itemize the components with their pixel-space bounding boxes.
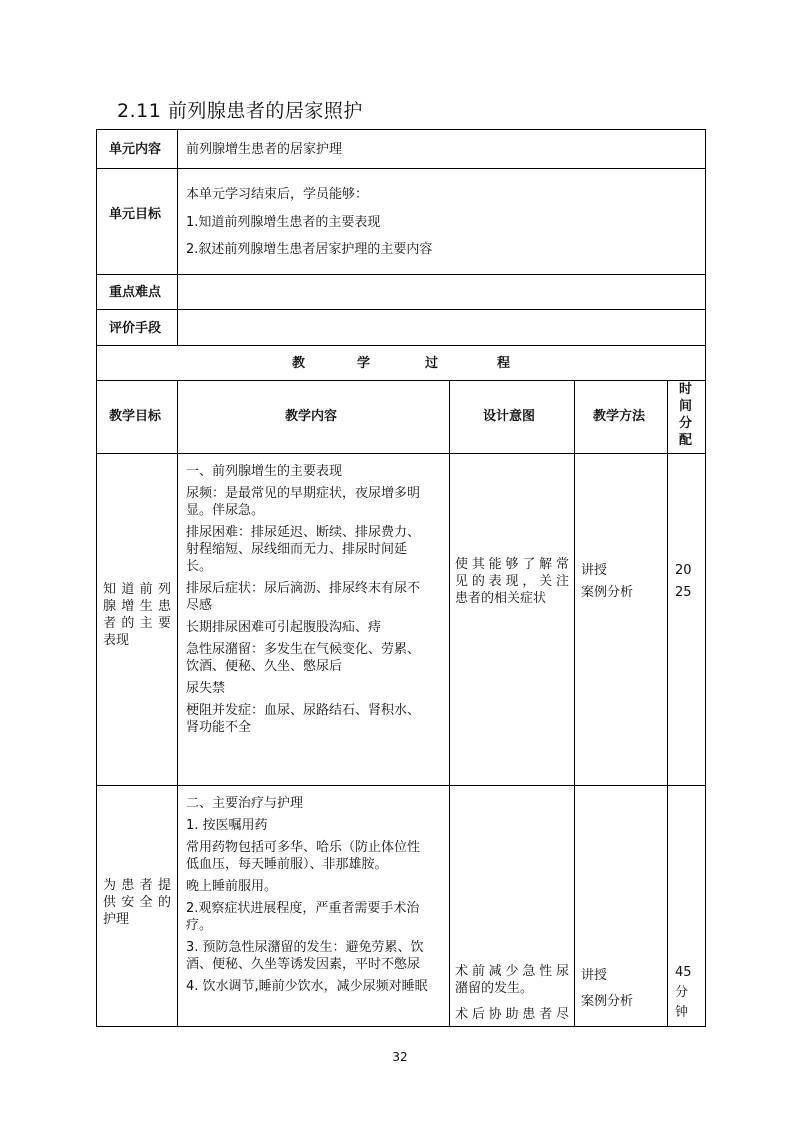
key-points-label: 重点难点 (109, 285, 162, 300)
content-line: 疗。 (186, 918, 213, 933)
row1-content (186, 463, 444, 741)
process-header-char: 学 (357, 356, 371, 371)
time-line: 25 (675, 585, 692, 600)
unit-goal-line: 1.知道前列腺增生患者的主要表现 (186, 215, 381, 230)
content-paragraph (186, 878, 444, 895)
time-line: 分 (675, 985, 689, 1000)
method-line: 讲授 (581, 968, 608, 983)
col-divider (177, 380, 178, 1026)
content-line: 酒、便秘、久坐等诱发因素，平时不憋尿 (186, 957, 421, 972)
design-line: 见的表现，关注 (455, 574, 569, 589)
content-line: 尽感 (186, 598, 213, 613)
row-divider (97, 380, 705, 381)
row2-content (186, 795, 444, 1000)
col-divider (449, 380, 450, 1026)
content-paragraph (186, 463, 444, 480)
process-header-char: 过 (425, 356, 439, 371)
col-header-time (679, 381, 692, 449)
col-header-method: 教学方法 (593, 409, 646, 424)
time-line: 钟 (675, 1005, 689, 1020)
design-line: 术前减少急性尿 (455, 964, 569, 979)
goal-line: 者的主要 (103, 616, 171, 631)
content-line: 长期排尿困难可引起腹股沟疝、痔 (186, 620, 382, 635)
unit-goal-label: 单元目标 (109, 207, 162, 222)
content-paragraph (186, 817, 444, 834)
process-header-char: 程 (497, 356, 511, 371)
row-divider (97, 453, 705, 454)
content-line: 肾功能不全 (186, 720, 252, 735)
row-divider (97, 345, 705, 346)
col-divider (574, 380, 575, 1026)
unit-content-label: 单元内容 (109, 142, 162, 157)
row1-method (581, 560, 633, 604)
unit-goal-line: 2.叙述前列腺增生患者居家护理的主要内容 (186, 242, 433, 257)
content-line: 二、主要治疗与护理 (186, 796, 304, 811)
unit-content-value: 前列腺增生患者的居家护理 (186, 142, 343, 157)
unit-goal-line: 本单元学习结束后，学员能够： (186, 187, 369, 202)
content-paragraph (186, 978, 444, 995)
row-divider (97, 785, 705, 786)
content-paragraph (186, 795, 444, 812)
row2-goal (103, 877, 171, 928)
content-line: 急性尿潴留：多发生在气候变化、劳累、 (186, 642, 421, 657)
col-divider (177, 130, 178, 345)
content-line: 常用药物包括可多华、哈乐（防止体位性 (186, 840, 421, 855)
evaluation-label: 评价手段 (109, 321, 162, 336)
goal-line: 知道前列 (103, 582, 171, 597)
time-line: 45 (675, 965, 692, 980)
row2-method (581, 963, 633, 1015)
content-line: 尿失禁 (186, 681, 226, 696)
content-line: 排尿后症状：尿后滴沥、排尿终末有尿不 (186, 581, 421, 596)
col-header-goal: 教学目标 (109, 409, 162, 424)
design-line: 患者的相关症状 (455, 591, 547, 606)
goal-line: 供安全的 (103, 895, 171, 910)
content-paragraph (186, 939, 444, 973)
section-title: 2.11 前列腺患者的居家照护 (117, 100, 363, 122)
content-line: 显。伴尿急。 (186, 503, 265, 518)
row2-time (675, 963, 692, 1023)
row-divider (97, 274, 705, 275)
content-paragraph (186, 702, 444, 736)
row-divider (97, 168, 705, 169)
content-paragraph (186, 524, 444, 575)
content-paragraph (186, 485, 444, 519)
content-paragraph (186, 619, 444, 636)
content-paragraph (186, 580, 444, 614)
content-paragraph (186, 680, 444, 697)
col-divider (667, 380, 668, 1026)
content-line: 3. 预防急性尿潴留的发生：避免劳累、饮 (186, 940, 424, 955)
time-header-char: 时 (679, 382, 693, 397)
design-line: 使其能够了解常 (455, 557, 569, 572)
time-line: 20 (675, 563, 692, 578)
method-line: 案例分析 (581, 994, 634, 1009)
content-line: 排尿困难：排尿延迟、断续、排尿费力、 (186, 525, 421, 540)
col-header-design: 设计意图 (483, 409, 536, 424)
design-line: 术后协助患者尽 (455, 1007, 569, 1022)
time-header-char: 间 (679, 399, 693, 414)
col-header-content: 教学内容 (285, 409, 338, 424)
row1-time (675, 560, 692, 604)
goal-line: 腺增生患 (103, 599, 171, 614)
goal-line: 表现 (103, 633, 130, 648)
time-header-char: 配 (679, 433, 693, 448)
content-line: 梗阻并发症：血尿、尿路结石、肾积水、 (186, 703, 421, 718)
content-line: 一、前列腺增生的主要表现 (186, 464, 343, 479)
method-line: 讲授 (581, 563, 608, 578)
process-header-char: 教 (292, 356, 306, 371)
content-paragraph (186, 839, 444, 873)
row1-design (455, 556, 569, 607)
content-line: 2.观察症状进展程度，严重者需要手术治 (186, 901, 420, 916)
content-line: 饮酒、便秘、久坐、憋尿后 (186, 659, 343, 674)
content-line: 晚上睡前服用。 (186, 879, 278, 894)
row1-goal (103, 581, 171, 649)
content-paragraph (186, 900, 444, 934)
content-line: 长。 (186, 559, 213, 574)
method-line: 案例分析 (581, 585, 634, 600)
content-line: 4. 饮水调节,睡前少饮水，减少尿频对睡眠 (186, 979, 428, 994)
goal-line: 为患者提 (103, 878, 171, 893)
lesson-plan-table (96, 129, 706, 1027)
content-line: 射程缩短、尿线细而无力、排尿时间延 (186, 542, 408, 557)
time-header-char: 分 (679, 416, 693, 431)
content-paragraph (186, 641, 444, 675)
row-divider (97, 309, 705, 310)
content-line: 尿频：是最常见的早期症状，夜尿增多明 (186, 486, 421, 501)
design-line: 潴留的发生。 (455, 981, 534, 996)
page-number: 32 (392, 1050, 408, 1064)
row2-design (455, 963, 569, 1023)
content-line: 低血压，每天睡前服）、非那雄胺。 (186, 857, 388, 872)
goal-line: 护理 (103, 912, 130, 927)
content-line: 1. 按医嘱用药 (186, 818, 268, 833)
